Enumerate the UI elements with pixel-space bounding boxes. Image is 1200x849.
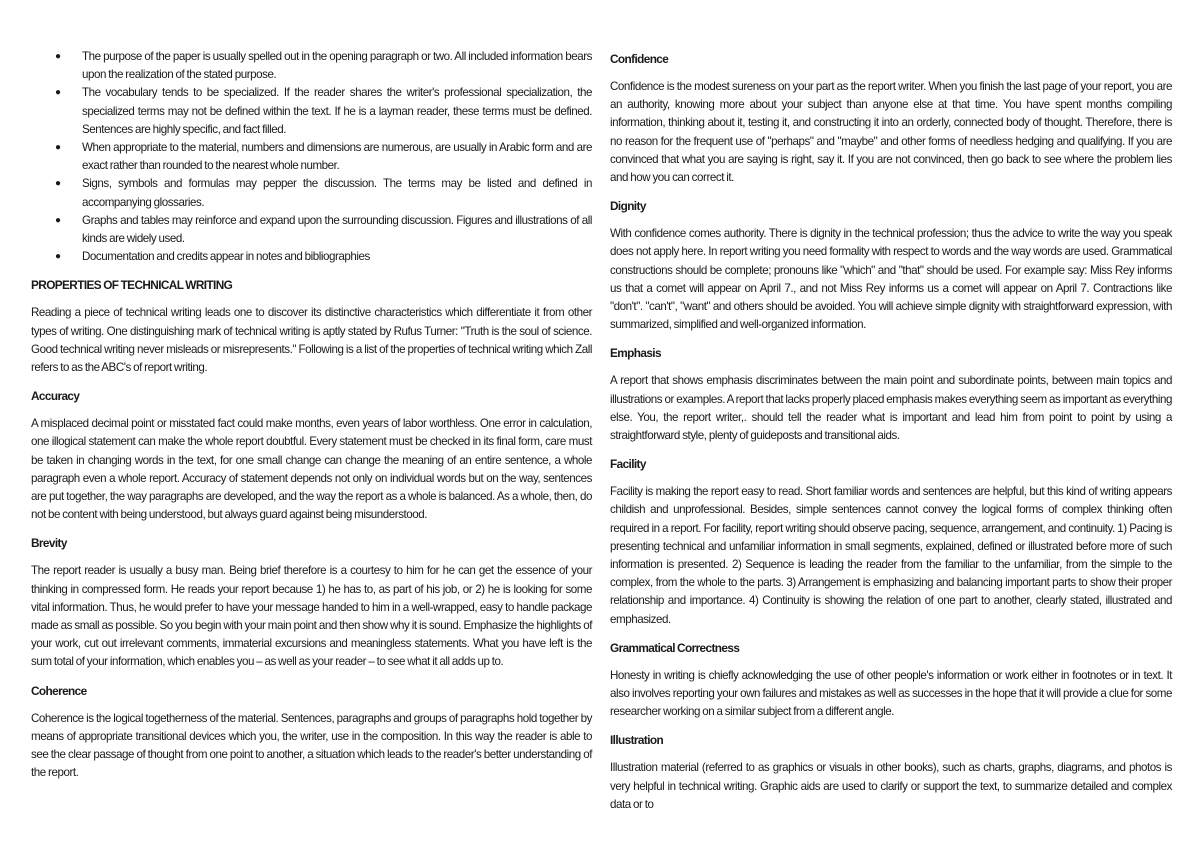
list-item-text: Documentation and credits appear in notes and bibliographies [82, 250, 370, 264]
bullet-icon: ● [55, 178, 61, 190]
dignity-paragraph: With confidence comes authority. There is dignity in the technical profession; thus the advice to write the way you speak does not apply here. In report writing you need formality with respect to words and the way words are used. Grammatical constructions should be complete; pronouns like "which" and "that" should be used. For example say: Miss Rey informs us that a comet will appear on April 7., and not Miss Rey informs us a comet will appear on April 7. Contractions like "don't". "can't", "want" and others should be avoided. You will achieve simple dignity with straightforward expression, with summarized, simplified and well-organized information. [610, 227, 1172, 332]
bullet-icon: ● [55, 87, 61, 99]
list-item [55, 139, 592, 175]
left-column [31, 48, 592, 783]
list-item [55, 212, 592, 248]
grammatical-correctness-paragraph: Honesty in writing is chiefly acknowledging the use of other people's information or work either in footnotes or in text. It also involves reporting your own failures and mistakes as well as successes in the hope that it will provide a clue for some researcher working on a similar subject from a different angle. [610, 668, 1172, 719]
facility-heading: Facility [610, 457, 646, 472]
bullet-icon: ● [55, 142, 61, 154]
list-item-text: Signs, symbols and formulas may pepper the discussion. The terms may be listed and defined in accompanying glossaries. [82, 177, 592, 209]
brevity-heading: Brevity [31, 536, 67, 551]
list-item-text: The vocabulary tends to be specialized. If the reader shares the writer's professional specialization, the specialized terms may not be defined within the text. If he is a layman reader, these terms must be defined. Sentences are highly specific, and fact filled. [82, 86, 592, 136]
accuracy-paragraph: A misplaced decimal point or misstated fact could make months, even years of labor worthless. One error in calculation, one illogical statement can make the whole report doubtful. Every statement must be checked in its final form, care must be taken in changing words in the text, for one small change can change the meaning of an entire sentence, a whole paragraph even a whole report. Accuracy of statement depends not only on individual words but on the way, sentences are put together, the way paragraphs are developed, and the way the report as a whole is balanced. As a whole, then, do not be content with being understood, but always guard against being misunderstood. [31, 417, 592, 522]
brevity-paragraph: The report reader is usually a busy man. Being brief therefore is a courtesy to him for he can get the essence of your thinking in compressed form. He reads your report because 1) he has to, as part of his job, or 2) he is looking for some vital information. Thus, he would prefer to have your message handed to him in a well-wrapped, easy to handle package made as small as possible. So you begin with your main point and then show why it is sound. Emphasize the highlights of your work, cut out irrelevant comments, immaterial excursions and meaningless statements. What you have left is the sum total of your information, which enables you – as well as your reader – to see what it all adds up to. [31, 564, 592, 669]
emphasis-heading: Emphasis [610, 346, 661, 361]
list-item [55, 248, 592, 266]
confidence-paragraph: Confidence is the modest sureness on your part as the report writer. When you finish the last page of your report, you are an authority, knowing more about your subject than anyone else at that time. You have spent months compiling information, thinking about it, testing it, and constructing it into an orderly, connected body of thought. Therefore, there is no reason for the frequent use of "perhaps" and "maybe" and other forms of needless hedging and qualifying. If you are convinced that what you are saying is right, say it. If you are not convinced, then go back to see where the problem lies and how you can correct it. [610, 80, 1172, 185]
confidence-heading: Confidence [610, 52, 669, 66]
facility-paragraph: Facility is making the report easy to read. Short familiar words and sentences are helpful, but this kind of writing appears childish and unprofessional. Besides, simple sentences cannot convey the logical forms of complex thinking often required in a report. For facility, report writing should observe pacing, sequence, arrangement, and continuity. 1) Pacing is presenting technical and unfamiliar information in small segments, explained, defined or illustrated before more of such information is presented. 2) Sequence is leading the reader from the familiar to the unfamiliar, from the simple to the complex, from the whole to the parts. 3) Arrangement is emphasizing and balancing important parts to show their proper relationship and importance. 4) Continuity is showing the relation of one part to another, clearly stated, illustrated and emphasized. [610, 485, 1172, 626]
bullet-icon: ● [55, 251, 61, 263]
properties-paragraph: Reading a piece of technical writing leads one to discover its distinctive characteristics which differentiate it from other types of writing. One distinguishing mark of technical writing is aptly stated by Rufus Turner: "Truth is the soul of science. Good technical writing never misleads or misrepresents." Following is a list of the properties of technical writing which Zall refers to as the ABC's of report writing. [31, 306, 592, 375]
list-item-text: The purpose of the paper is usually spelled out in the opening paragraph or two. All included information bears upon the realization of the stated purpose. [82, 50, 592, 82]
grammatical-correctness-heading: Grammatical Correctness [610, 640, 740, 655]
list-item-text: Graphs and tables may reinforce and expand upon the surrounding discussion. Figures and illustrations of all kinds are widely used. [82, 213, 592, 246]
emphasis-paragraph: A report that shows emphasis discriminates between the main point and subordinate points, between main topics and illustrations or examples. A report that lacks properly placed emphasis makes everything seem as important as everything else. You, the report writer,. should tell the reader what is important and lead him from point to point by using a straightforward style, plenty of guideposts and transitional aids. [610, 374, 1172, 443]
illustration-heading: Illustration [610, 733, 664, 748]
bullet-icon: ● [55, 51, 61, 62]
accuracy-heading: Accuracy [31, 389, 80, 404]
dignity-heading: Dignity [610, 199, 646, 214]
right-column [610, 50, 1172, 814]
properties-heading: PROPERTIES OF TECHNICAL WRITING [31, 278, 233, 293]
bullet-icon: ● [55, 214, 61, 226]
coherence-heading: Coherence [31, 683, 87, 698]
list-item [55, 175, 592, 211]
list-item [55, 84, 592, 139]
illustration-paragraph: Illustration material (referred to as graphics or visuals in other books), such as charts, graphs, diagrams, and photos is very helpful in technical writing. Graphic aids are used to clarify or support the text, to summarize detailed and complex data or to [610, 761, 1172, 811]
list-item [55, 48, 592, 84]
characteristics-list [31, 48, 592, 266]
list-item-text: When appropriate to the material, numbers and dimensions are numerous, are usually in Arabic form and are exact rather than rounded to the nearest whole number. [82, 141, 592, 173]
coherence-paragraph: Coherence is the logical togetherness of the material. Sentences, paragraphs and groups of paragraphs hold together by means of appropriate transitional devices which you, the writer, use in the composition. In this way the reader is able to see the clear passage of thought from one point to another, a situation which leads to the reader's better understanding of the report. [31, 711, 592, 780]
